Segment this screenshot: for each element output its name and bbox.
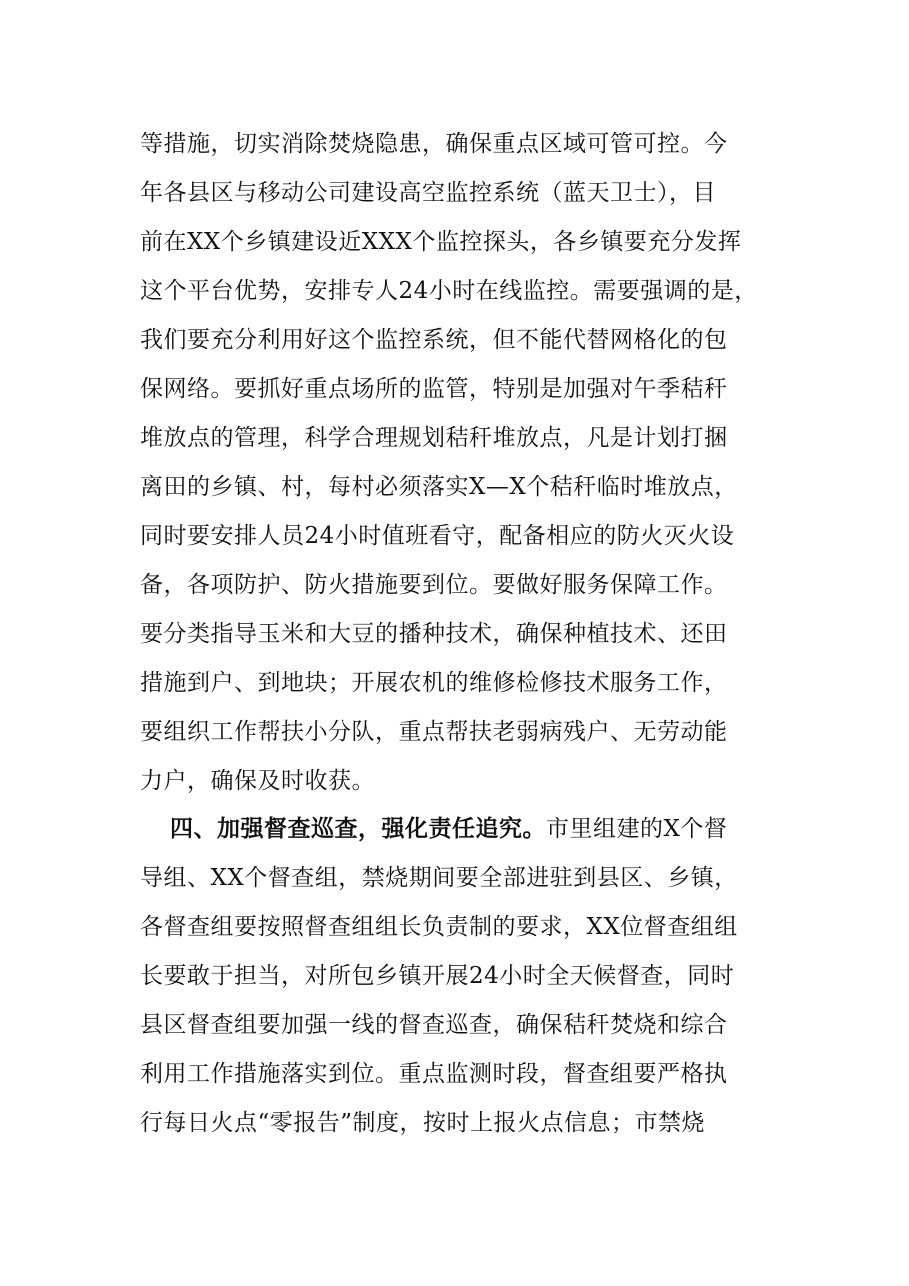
text-line: 要组织工作帮扶小分队，重点帮扶老弱病残户、无劳动能	[140, 719, 728, 745]
text-line: 这个平台优势，安排专人24小时在线监控。需要强调的是，	[140, 278, 758, 304]
text-line: 导组、XX个督查组，禁烧期间要全部进驻到县区、乡镇，	[140, 865, 738, 891]
text-line: 堆放点的管理，科学合理规划秸秆堆放点，凡是计划打捆	[140, 425, 728, 451]
text-line: 县区督查组要加强一线的督查巡查，确保秸秆焚烧和综合	[140, 1012, 728, 1038]
text-line: 年各县区与移动公司建设高空监控系统（蓝天卫士），目	[140, 180, 716, 206]
text-line: 我们要充分利用好这个监控系统，但不能代替网格化的包	[140, 327, 728, 353]
text-line: 力户，确保及时收获。	[140, 768, 375, 794]
section-first-line-text: 市里组建的X个督	[546, 816, 728, 842]
text-line: 长要敢于担当，对所包乡镇开展24小时全天候督查，同时	[140, 963, 735, 989]
text-line: 同时要安排人员24小时值班看守，配备相应的防火灭火设	[140, 523, 735, 549]
section-heading: 四、加强督查巡查，强化责任追究。	[170, 815, 546, 842]
text-line: 行每日火点“零报告”制度，按时上报火点信息；市禁烧	[140, 1110, 706, 1136]
text-line: 各督查组要按照督查组组长负责制的要求，XX位督查组组	[140, 914, 738, 940]
text-line: 保网络。要抓好重点场所的监管，特别是加强对午季秸秆	[140, 376, 728, 402]
text-line: 要分类指导玉米和大豆的播种技术，确保种植技术、还田	[140, 621, 728, 647]
text-line: 前在XX个乡镇建设近XXX个监控探头，各乡镇要充分发挥	[140, 229, 742, 255]
text-line: 等措施，切实消除焚烧隐患，确保重点区域可管可控。今	[140, 131, 728, 157]
section-first-line	[170, 809, 780, 849]
text-line: 备，各项防护、防火措施要到位。要做好服务保障工作。	[140, 572, 728, 598]
text-line: 利用工作措施落实到位。重点监测时段，督查组要严格执	[140, 1061, 728, 1087]
text-line: 措施到户、到地块；开展农机的维修检修技术服务工作，	[140, 670, 728, 696]
text-line: 离田的乡镇、村，每村必须落实X—X个秸秆临时堆放点，	[140, 474, 738, 500]
